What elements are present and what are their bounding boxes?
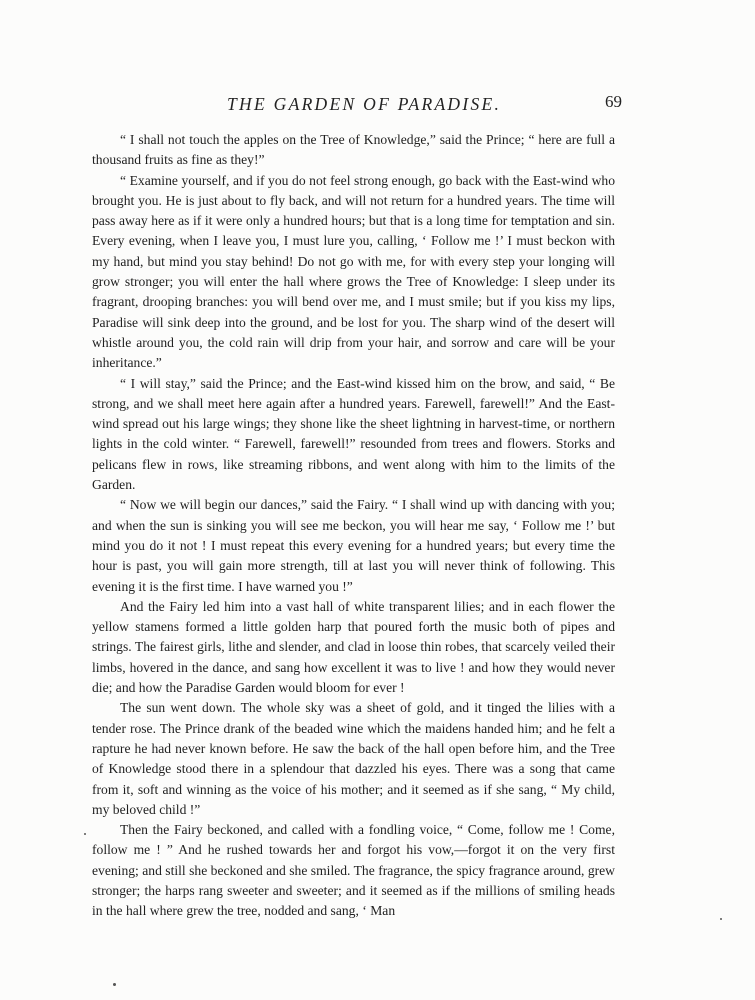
page-header <box>120 94 622 118</box>
print-speck <box>84 833 86 835</box>
print-speck <box>720 918 722 920</box>
paragraph-4: “ Now we will begin our dances,” said the Fairy. “ I shall wind up with dancing with you; and when the sun is sinking you will see me beckon, you will hear me say, ‘ Follow me !’ but mind you do it not ! I must repeat this every evening for a hundred years; but every time the hour is past, you will gain more strength, till at last you will never think of following. This evening it is the first time. I have warned you !” <box>92 497 615 594</box>
body-text <box>92 130 615 922</box>
running-head: THE GARDEN OF PARADISE. <box>227 94 502 114</box>
paragraph-6: The sun went down. The whole sky was a sheet of gold, and it tinged the lilies with a tender rose. The Prince drank of the beaded wine which the maidens handed him; and he felt a rapture he had never known before. He saw the back of the hall open before him, and the Tree of Knowledge stood there in a splendour that dazzled his eyes. There was a song that came from it, soft and winning as the voice of his mother; and it seemed as if she sang, “ My child, my beloved child !” <box>92 700 615 817</box>
page-number: 69 <box>605 92 622 111</box>
paragraph-2: “ Examine yourself, and if you do not feel strong enough, go back with the East-wind who brought you. He is just about to fly back, and will not return for a hundred years. The time will pass away here as if it were only a hundred hours; but that is a long time for temptation and sin. Every evening, when I leave you, I must lure you, calling, ‘ Follow me !’ I must beckon with my hand, but mind you stay behind! Do not go with me, for with every step your longing will grow stronger; you will enter the hall where grows the Tree of Knowledge: I sleep under its fragrant, drooping branches: you will bend over me, and I must smile; but if you kiss my lips, Paradise will sink deep into the ground, and be lost for you. The sharp wind of the desert will whistle around you, the cold rain will drip from your hair, and sorrow and care will be your inheritance.” <box>92 172 615 371</box>
paragraph-1: “ I shall not touch the apples on the Tree of Knowledge,” said the Prince; “ here are full a thousand fruits as fine as they!” <box>92 132 615 168</box>
paragraph-7: Then the Fairy beckoned, and called with a fondling voice, “ Come, follow me ! Come, follow me ! ” And he rushed towards her and forgot his vow,—forgot it on the very first evening; and still she beckoned and she smiled. The fragrance, the spicy fragrance around, grew stronger; the harps rang sweeter and sweeter; and it seemed as if the millions of smiling heads in the hall where grew the tree, nodded and sang, ‘ Man <box>92 822 615 919</box>
paragraph-5: And the Fairy led him into a vast hall of white transparent lilies; and in each flower the yellow stamens formed a little golden harp that poured forth the music both of pipes and strings. The fairest girls, lithe and slender, and clad in loose thin robes, that scarcely veiled their limbs, hovered in the dance, and sang how excellent it was to live ! and how they would never die; and how the Paradise Garden would bloom for ever ! <box>92 598 615 696</box>
paragraph-3: “ I will stay,” said the Prince; and the East-wind kissed him on the brow, and said, “ Be strong, and we shall meet here again after a hundred years. Farewell, farewell!” And the East-wind spread out his large wings; they shone like the sheet lightning in harvest-time, or northern lights in the cold winter. “ Farewell, farewell!” resounded from trees and flowers. Storks and pelicans flew in rows, like streaming ribbons, and went along with him to the limits of the Garden. <box>92 375 615 493</box>
print-speck <box>113 983 116 986</box>
